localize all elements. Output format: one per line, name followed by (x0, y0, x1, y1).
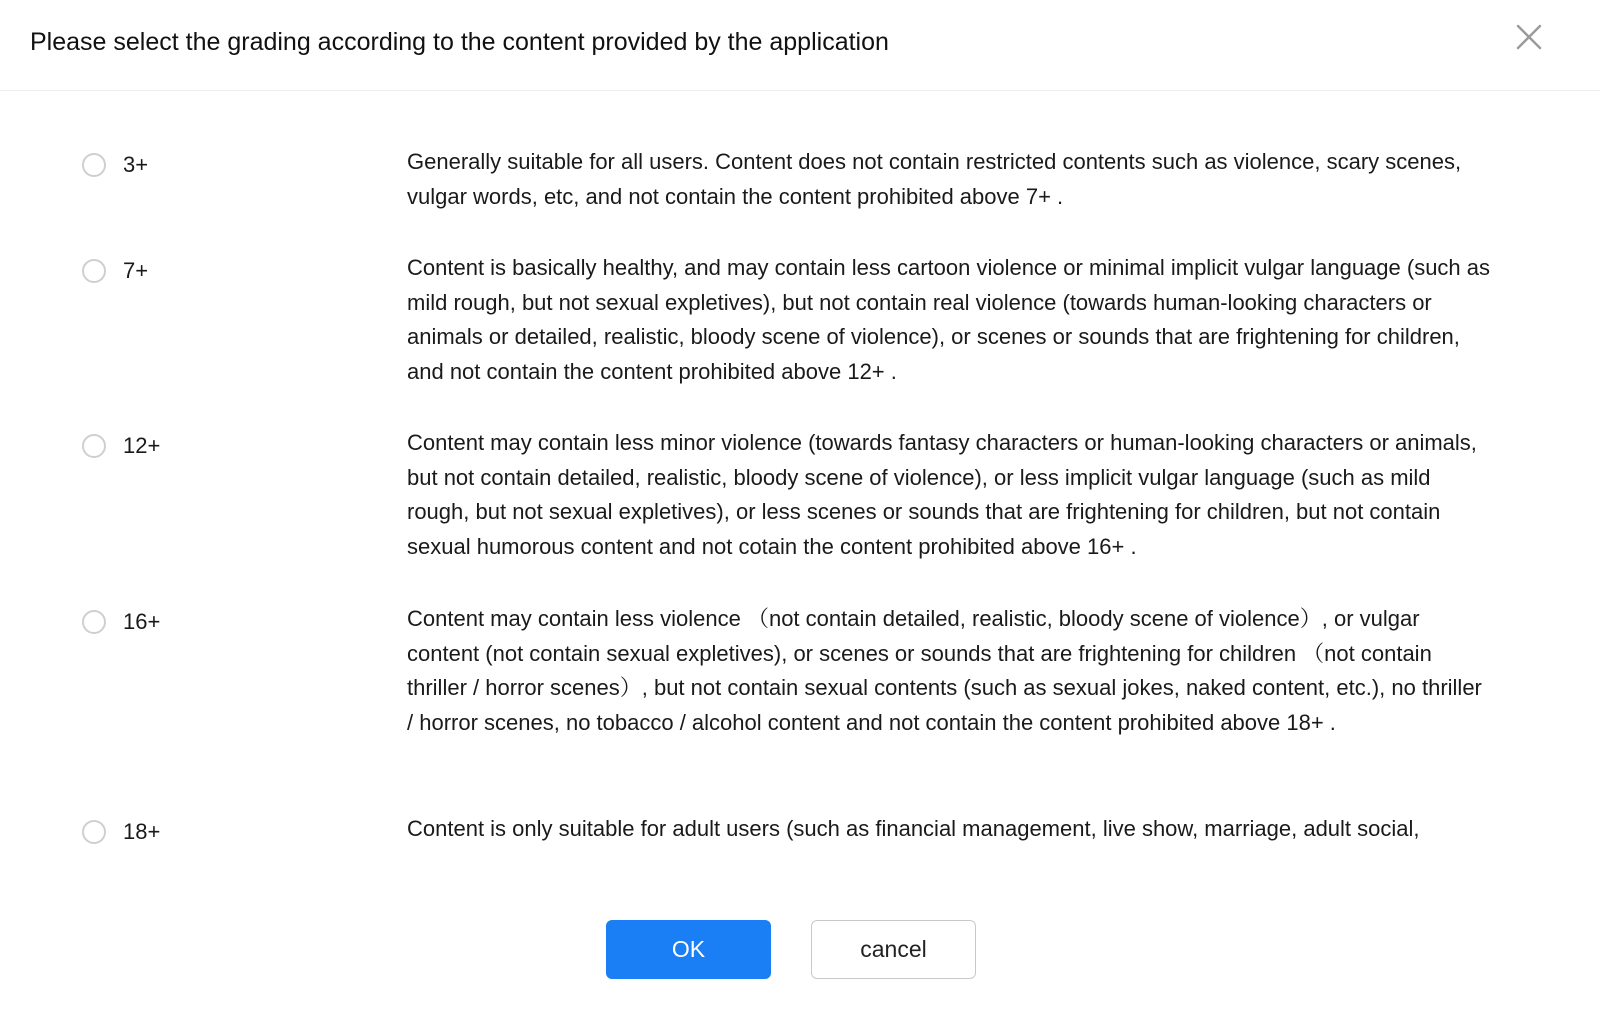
dialog-title: Please select the grading according to the content provided by the application (30, 28, 889, 56)
rating-label[interactable]: 7+ (123, 258, 149, 283)
ok-button[interactable]: OK (606, 920, 771, 979)
rating-options (0, 92, 1600, 879)
radio-button[interactable] (82, 820, 106, 844)
dialog-header (0, 0, 1600, 91)
rating-description: Content is only suitable for adult users (such as financial management, live show, marriage, adult social, (407, 816, 1420, 841)
rating-description: Content may contain less minor violence (towards fantasy characters or human-looking characters or animals, but not contain detailed, realistic, bloody scene of violence), or less implicit vulgar language (such as mild rough, but not sexual expletives), or less scenes or sounds that are frightening for children, but not contain sexual humorous content and not cotain the content prohibited above 16+ . (407, 430, 1477, 559)
rating-label[interactable]: 16+ (123, 609, 161, 634)
radio-button[interactable] (82, 259, 106, 283)
close-icon[interactable] (1512, 20, 1546, 54)
rating-label[interactable]: 3+ (123, 152, 149, 177)
cancel-button[interactable]: cancel (811, 920, 976, 979)
rating-description: Content is basically healthy, and may contain less cartoon violence or minimal implicit vulgar language (such as mild rough, but not sexual expletives), but not contain real violence (towards human-looking characters or animals or detailed, realistic, bloody scene of violence), or scenes or sounds that are frightening for children, and not contain the content prohibited above 12+ . (407, 255, 1491, 384)
rating-description: Generally suitable for all users. Content does not contain restricted contents such as violence, scary scenes, vulgar words, etc, and not contain the content prohibited above 7+ . (407, 149, 1462, 209)
rating-description: Content may contain less violence （not contain detailed, realistic, bloody scene of violence）, or vulgar content (not contain sexual expletives), or scenes or sounds that are frightening for children （not contain thriller / horror scenes）, but not contain sexual contents (such as sexual jokes, naked content, etc.), no thriller / horror scenes, no tobacco / alcohol content and not contain the content prohibited above 18+ . (407, 606, 1482, 735)
radio-button[interactable] (82, 153, 106, 177)
radio-button[interactable] (82, 610, 106, 634)
radio-button[interactable] (82, 434, 106, 458)
rating-label[interactable]: 12+ (123, 433, 161, 458)
dialog-footer (0, 879, 1600, 1033)
rating-label[interactable]: 18+ (123, 819, 161, 844)
